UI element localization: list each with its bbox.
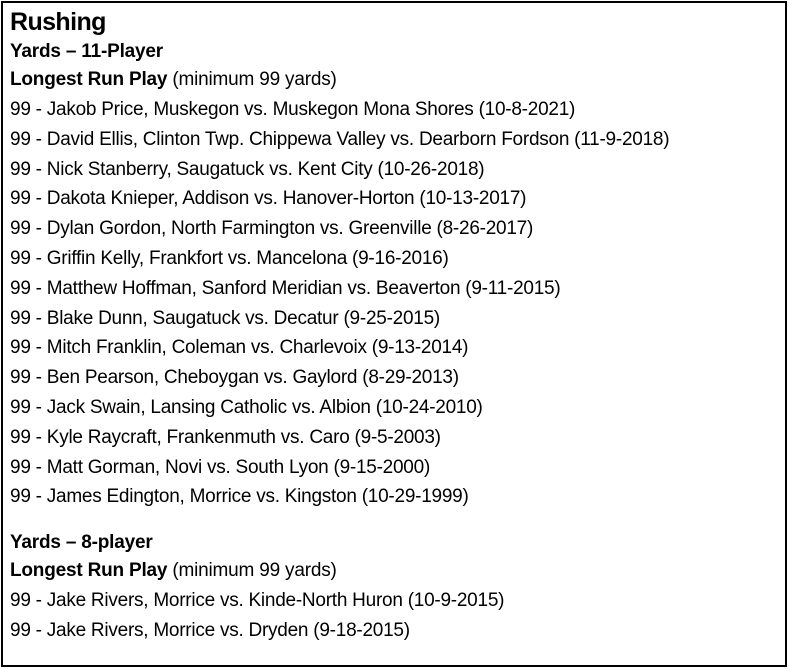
record-item: 99 - Jakob Price, Muskegon vs. Muskegon Mona Shores (10-8-2021) [10, 99, 576, 120]
record-item: 99 - Ben Pearson, Cheboygan vs. Gaylord (8-29-2013) [10, 367, 459, 389]
category-subheading [10, 65, 785, 95]
record-item: 99 - David Ellis, Clinton Twp. Chippewa Valley vs. Dearborn Fordson (11-9-2018) [10, 128, 670, 150]
section-11-player [10, 39, 785, 512]
category-note: (minimum 99 yards) [172, 69, 337, 90]
record-item: 99 - Jake Rivers, Morrice vs. Kinde-North Huron (10-9-2015) [10, 590, 505, 612]
section-heading: Yards – 8-player [10, 532, 153, 554]
document-page [1, 1, 787, 667]
record-item: 99 - Matt Gorman, Novi vs. South Lyon (9-15-2000) [10, 456, 431, 478]
record-item: 99 - Nick Stanberry, Saugatuck vs. Kent City (10-26-2018) [10, 158, 485, 180]
section-heading: Yards – 11-Player [10, 41, 163, 62]
page-title: Rushing [10, 8, 106, 36]
category-label: Longest Run Play [10, 69, 168, 90]
category-subheading [10, 556, 785, 586]
record-item: 99 - Dylan Gordon, North Farmington vs. Greenville (8-26-2017) [10, 218, 534, 240]
record-list [10, 586, 785, 646]
record-item: 99 - Matthew Hoffman, Sanford Meridian vs. Beaverton (9-11-2015) [10, 277, 561, 299]
category-label: Longest Run Play [10, 560, 168, 582]
record-list [10, 95, 785, 512]
record-item: 99 - Jack Swain, Lansing Catholic vs. Albion (10-24-2010) [10, 396, 483, 418]
record-item: 99 - Mitch Franklin, Coleman vs. Charlevoix (9-13-2014) [10, 337, 469, 359]
section-spacer [10, 512, 785, 530]
record-item: 99 - Blake Dunn, Saugatuck vs. Decatur (9-25-2015) [10, 307, 441, 329]
record-item: 99 - Griffin Kelly, Frankfort vs. Mancelona (9-16-2016) [10, 247, 449, 269]
record-item: 99 - Kyle Raycraft, Frankenmuth vs. Caro (9-5-2003) [10, 426, 441, 448]
section-8-player [10, 530, 785, 646]
record-item: 99 - Jake Rivers, Morrice vs. Dryden (9-18-2015) [10, 619, 410, 641]
record-item: 99 - James Edington, Morrice vs. Kingston (10-29-1999) [10, 486, 469, 508]
record-item: 99 - Dakota Knieper, Addison vs. Hanover-Horton (10-13-2017) [10, 188, 527, 210]
category-note: (minimum 99 yards) [172, 560, 337, 582]
